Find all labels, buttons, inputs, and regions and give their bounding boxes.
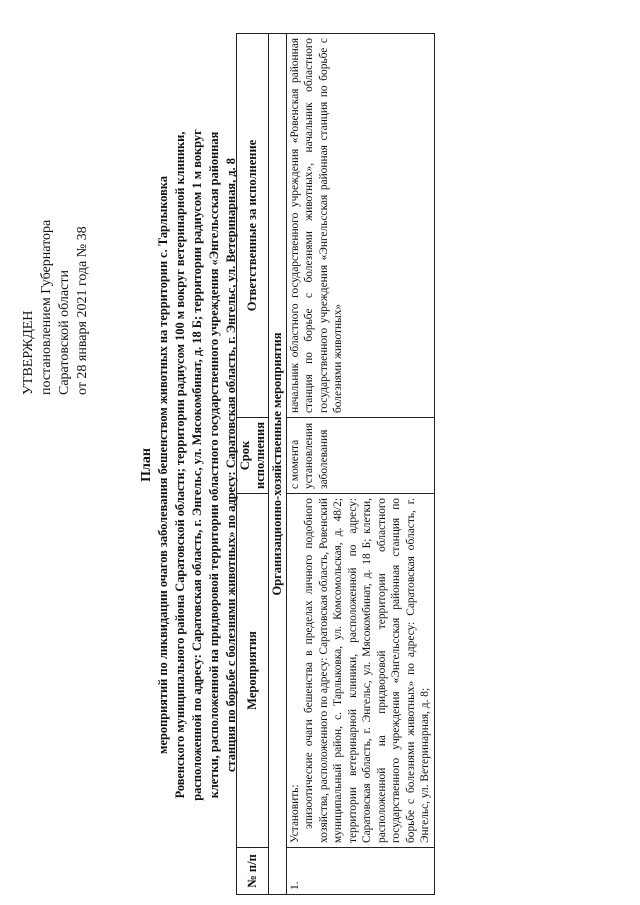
- section-row: [269, 34, 287, 895]
- header-term: Срок исполнения: [237, 418, 269, 494]
- plan-table: [236, 33, 435, 895]
- title-line-5: клетки, расположенной на придворовой территории областного государственного учреждения «Энгельсская районная: [207, 131, 221, 799]
- approval-line-1: УТВЕРЖДЕН: [21, 310, 36, 395]
- title-line-2: мероприятий по ликвидации очагов заболевания бешенством животных на территории с. Тарлыковка: [156, 176, 170, 754]
- row-measure-body: эпизоотические очаги бешенства в пределах личного подобного хозяйства, расположенного по адресу: Саратовская область, Ровенский муниципальный район, с. Тарлыковка, ул. Комсомольская, д. 48/2; территории ветеринарной клиники, расположенной по адресу: Саратовская область, г. Энгельс, ул. Мясокомбинат, д. 18 Б; клетки, расположенной на придворовой территории областного государственного учреждения «Энгельсская районная станция по борьбе с болезнями животных» по адресу: Саратовская область, г. Энгельс, ул. Ветеринарная, д. 8;: [303, 498, 431, 843]
- table-row: [286, 34, 434, 895]
- approval-line-4: от 28 января 2021 года № 38: [75, 226, 90, 395]
- table-header-row: [237, 34, 269, 895]
- header-measures: Мероприятия: [237, 494, 269, 848]
- rotated-content: [20, 30, 580, 900]
- header-responsible: Ответственные за исполнение: [237, 34, 269, 418]
- approval-stamp: [20, 25, 92, 395]
- row-measure: [286, 494, 434, 848]
- title-line-1: План: [139, 448, 154, 482]
- header-num: № п/п: [237, 848, 269, 895]
- approval-line-3: Саратовской области: [57, 270, 72, 395]
- row-measure-head: Установить:: [288, 784, 301, 843]
- row-responsible: начальник областного государственного учреждения «Ровенская районная станция по борьбе с болезнями животных», начальник областного государственного учреждения «Энгельсская районная станция по борьбе с болезнями животных»: [286, 34, 434, 418]
- approval-line-2: постановлением Губернатора: [39, 219, 54, 395]
- row-term: с момента установления заболевания: [286, 418, 434, 494]
- title-line-4: расположенной по адресу: Саратовская область, г. Энгельс, ул. Мясокомбинат, д. 18 Б; территории радиусом 1 м вокруг: [190, 129, 204, 801]
- row-num: 1.: [286, 848, 434, 895]
- title-line-6: станция по борьбе с болезнями животных» по адресу: Саратовская область, г. Энгельс, ул. Ветеринарная, д. 8: [224, 158, 238, 772]
- section-title: Организационно-хозяйственные мероприятия: [269, 34, 287, 895]
- title-line-3: Ровенского муниципального района Саратовской области; территории радиусом 100 м вокруг ветеринарной клиники,: [173, 131, 187, 799]
- plan-title: [138, 30, 240, 900]
